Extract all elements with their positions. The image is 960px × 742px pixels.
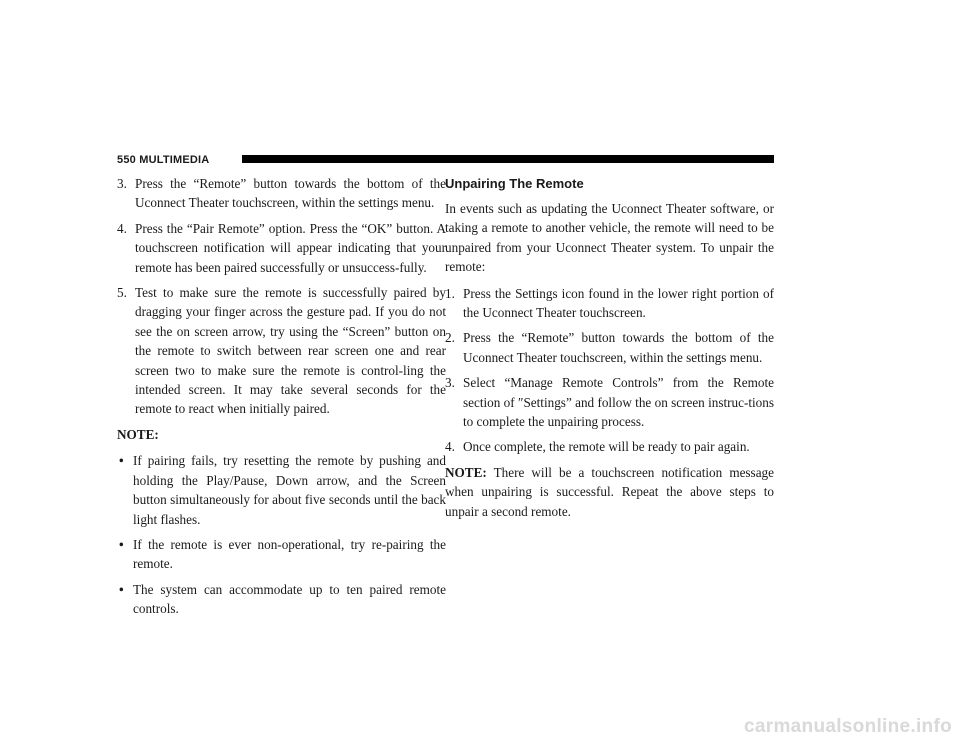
step-number: 1. — [445, 285, 455, 301]
step-1 — [445, 284, 774, 323]
step-number: 4. — [117, 220, 127, 236]
bullet-text: If pairing fails, try resetting the remote by pushing and holding the Play/Pause, Down arrow, and the Screen button simultaneously for about five seconds until the back light flashes. — [133, 453, 446, 527]
step-text: Once complete, the remote will be ready to pair again. — [463, 439, 750, 455]
step-text: Press the “Remote” button towards the bottom of the Uconnect Theater touchscreen, within the settings menu. — [463, 330, 774, 365]
note-bullet — [117, 535, 446, 574]
step-text: Press the “Remote” button towards the bottom of the Uconnect Theater touchscreen, within the settings menu. — [135, 176, 446, 211]
step-number: 4. — [445, 439, 455, 455]
note-text: There will be a touchscreen notification message when unpairing is successful. Repeat the above steps to unpair a second remote. — [445, 464, 774, 519]
bullet-text: If the remote is ever non-operational, try re-pairing the remote. — [133, 536, 446, 572]
left-column — [117, 174, 446, 625]
step-number: 5. — [117, 285, 127, 301]
note-paragraph — [445, 463, 774, 521]
note-label: NOTE: — [445, 464, 487, 480]
step-4 — [445, 437, 774, 456]
intro-paragraph: In events such as updating the Uconnect Theater software, or taking a remote to another vehicle, the remote will need to be unpaired from your Uconnect Theater system. To unpair the remote: — [445, 201, 774, 275]
note-bullet — [117, 451, 446, 529]
step-4 — [117, 219, 446, 277]
bullet-icon: • — [119, 453, 124, 469]
section-heading: Unpairing The Remote — [445, 176, 584, 191]
note-label: NOTE: — [117, 426, 159, 442]
step-5 — [117, 283, 446, 419]
page-number-section-title: 550 MULTIMEDIA — [117, 154, 210, 166]
step-text: Press the Settings icon found in the lower right portion of the Uconnect Theater touchscreen. — [463, 285, 774, 321]
step-number: 2. — [445, 330, 455, 346]
right-column — [445, 174, 774, 528]
step-3 — [117, 174, 446, 213]
step-2 — [445, 328, 774, 367]
step-text: Press the “Pair Remote” option. Press the “OK” button. A touchscreen notification will appear indicating that your remote has been paired successfully or unsuccess-fully. — [135, 220, 446, 275]
bullet-icon: • — [119, 581, 124, 597]
step-3 — [445, 373, 774, 431]
note-bullet — [117, 580, 446, 619]
header-rule — [242, 155, 774, 163]
watermark: carmanualsonline.info — [744, 716, 952, 737]
step-number: 3. — [117, 176, 127, 191]
step-text: Select “Manage Remote Controls” from the Remote section of ″Settings” and follow the on screen instruc-tions to complete the unpairing process. — [463, 375, 774, 430]
step-text: Test to make sure the remote is successfully paired by dragging your finger across the gesture pad. If you do not see the on screen arrow, try using the “Screen” button on the remote to switch between rear screen one and rear screen two to make sure the remote is control-ling the intended screen. It may take several seconds for the remote to react when initially paired. — [135, 285, 446, 417]
page-header — [117, 152, 774, 168]
bullet-icon: • — [119, 536, 124, 552]
step-number: 3. — [445, 375, 455, 391]
bullet-text: The system can accommodate up to ten paired remote controls. — [133, 581, 446, 617]
